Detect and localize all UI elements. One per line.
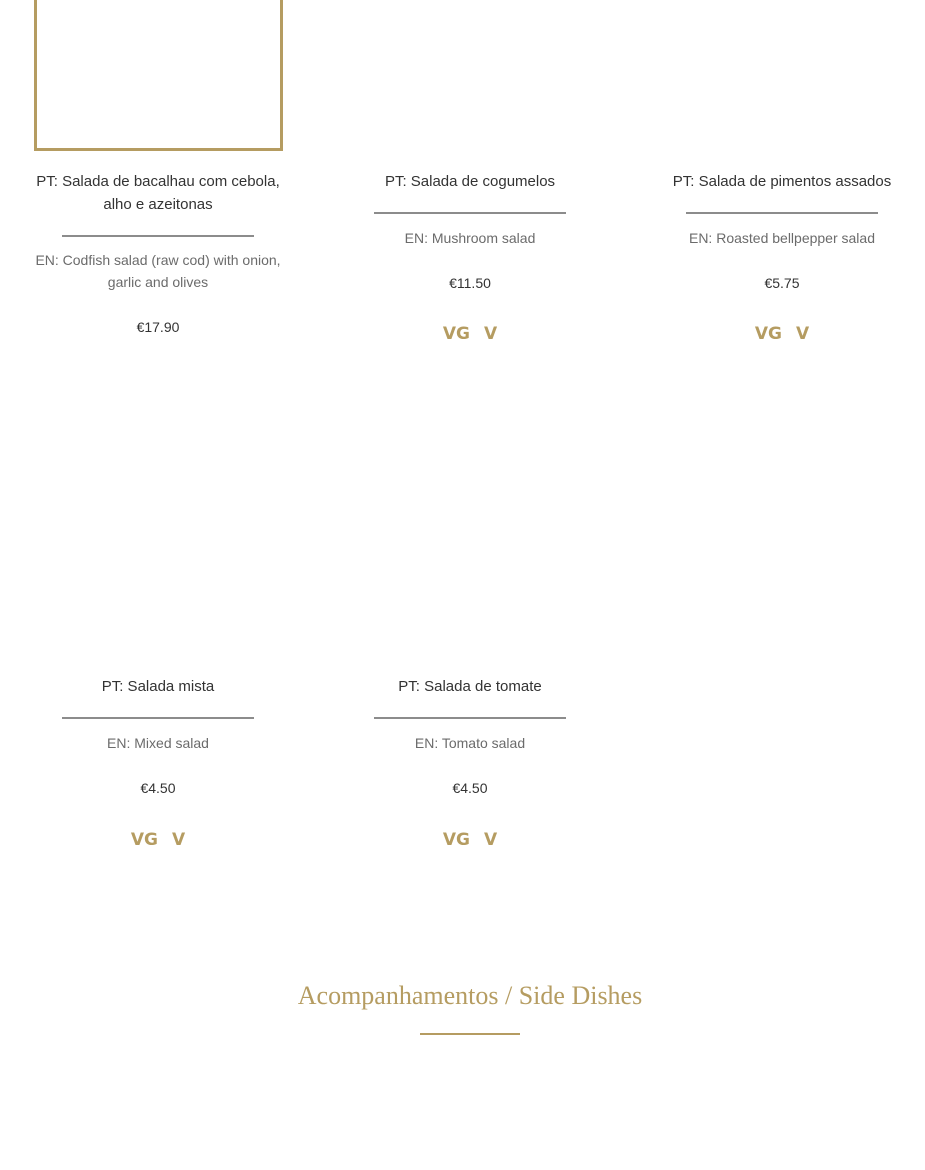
vegetarian-icon: V: [795, 324, 810, 344]
item-price: €4.50: [140, 780, 176, 796]
item-price: €11.50: [449, 275, 491, 291]
section-heading: Acompanhamentos / Side Dishes: [297, 981, 643, 1010]
menu-item-card: [657, 170, 907, 344]
section-divider: [420, 1033, 520, 1035]
item-divider: [374, 717, 566, 719]
vegetarian-icon: V: [171, 830, 186, 850]
menu-item-card: [33, 675, 283, 850]
item-divider: [62, 235, 254, 237]
dish-image-frame: [34, 0, 283, 151]
item-description: EN: Roasted bellpepper salad: [688, 230, 875, 246]
vegetarian-icon: V: [483, 830, 498, 850]
diet-tags: [345, 830, 595, 850]
vegan-icon: VG: [442, 830, 470, 850]
item-divider: [374, 212, 566, 214]
item-description: EN: Mushroom salad: [404, 230, 536, 246]
item-price: €17.90: [136, 319, 180, 335]
item-title: PT: Salada de cogumelos: [384, 173, 556, 190]
item-title: PT: Salada mista: [101, 678, 215, 695]
diet-tags: [33, 830, 283, 850]
vegan-icon: VG: [130, 830, 158, 850]
menu-item-card: [345, 675, 595, 850]
item-description: EN: Codfish salad (raw cod) with onion, garlic and olives: [35, 252, 281, 290]
vegan-icon: VG: [442, 324, 470, 344]
menu-item-card: [345, 170, 595, 344]
item-divider: [62, 717, 254, 719]
vegetarian-icon: V: [483, 324, 498, 344]
diet-tags: [657, 324, 907, 344]
item-title: PT: Salada de bacalhau com cebola, alho e azeitonas: [36, 173, 280, 213]
item-description: EN: Tomato salad: [414, 735, 526, 751]
item-divider: [686, 212, 878, 214]
item-title: PT: Salada de tomate: [398, 678, 542, 695]
item-title: PT: Salada de pimentos assados: [672, 173, 892, 190]
vegan-icon: VG: [754, 324, 782, 344]
item-price: €4.50: [452, 780, 488, 796]
item-price: €5.75: [764, 275, 800, 291]
item-description: EN: Mixed salad: [107, 735, 209, 751]
diet-tags: [345, 324, 595, 344]
menu-item-card: [33, 170, 283, 337]
